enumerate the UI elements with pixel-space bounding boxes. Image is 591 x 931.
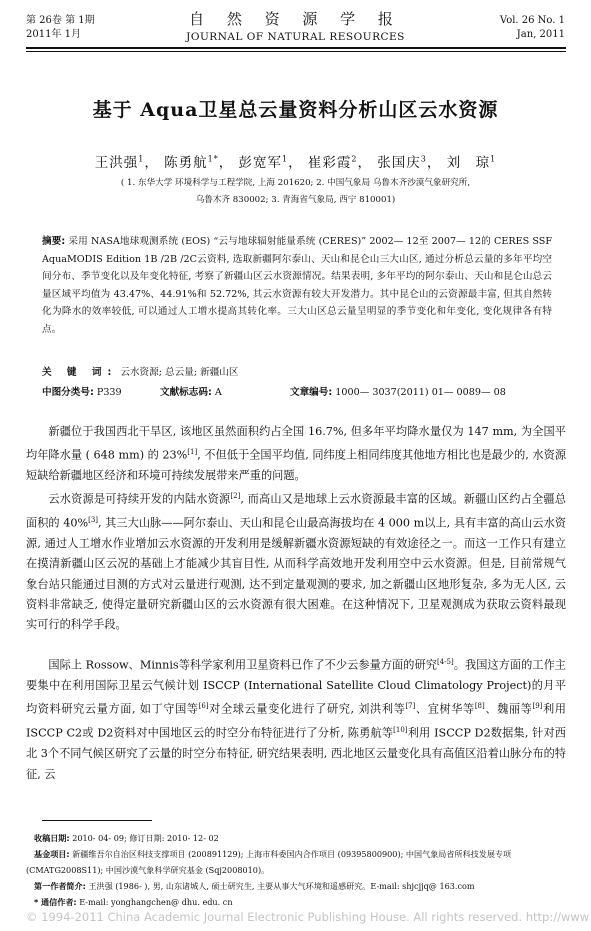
citation-ref: [6]	[198, 702, 209, 711]
footnote-first-author-text: 王洪强 (1986- ), 男, 山东诸城人, 硕士研究生, 主要从事大气环境和遥感研究。E-mail: shjcjjq@ 163.com	[88, 881, 475, 891]
body-text-run: 、宜树华等	[415, 703, 475, 717]
body-text-run: 、魏丽等	[484, 703, 533, 717]
body-text-run: 云水资源是可持续开发的内陆水资源	[48, 492, 231, 506]
footnote-received-label: 收稿日期:	[34, 833, 70, 843]
footnote-corresponding	[26, 894, 574, 910]
body-text-run: 国际上 Rossow、Minnis等科学家利用卫星资料已作了不少云参量方面的研究	[48, 658, 437, 672]
document-code-label: 文献标志码:	[160, 387, 212, 398]
author-affil-mark: 3	[420, 154, 427, 164]
body-text-run: 利用 ISCCP C2或 D2资料对中国地区云的时空分布特征进行了分析, 陈勇航等	[26, 703, 566, 741]
footnote-corresponding-text: E-mail: yonghangchen@ dhu. edu. cn	[79, 897, 233, 907]
body-text-run: , 其三大山脉——阿尔泰山、天山和昆仑山最高海拔均在 4 000 m以上, 具有丰富的高山云水资源, 通过人工增水作业增加云水资源的开发利用是缓解新疆水资源短缺的有效途径之一。而这一工作只有建立在摸清新疆山区云况的基础上才能减少其盲目性, 从而科学高效地开发利用空中云水资源。但是, 目前常规气象台站只能通过目测的方式对云量进行观测, 达不到定量观测的要求, 加之新疆山区地形复杂, 多为无人区, 云资料非常缺乏, 使得定量研究新疆山区的云水资源有很大困难。在这种情况下, 卫星观测成为获取云资料最现实可行的科学手段。	[26, 516, 566, 632]
body-text-run: 利用 ISCCP D2数据集, 针对西北 3个不同气候区研究了云量的时空分布特征, 研究结果表明, 西北地区云量变化具有高值区沿着山脉分布的特征, 云	[26, 727, 566, 781]
abstract-label: 摘要:	[42, 236, 66, 247]
author-affil-mark: 1	[138, 154, 145, 164]
footnote-first-author	[26, 878, 566, 894]
author-separator: ，	[144, 155, 159, 171]
copyright-watermark: © 1994-2011 China Academic Journal Electronic Publishing House. All rights reserved. http://www	[26, 910, 590, 924]
paper-title: 基于 Aqua卫星总云量资料分析山区云水资源	[92, 99, 499, 121]
citation-ref: [10]	[393, 726, 408, 735]
author-separator: ，	[426, 155, 442, 171]
keywords-text: 云水资源; 总云量; 新疆山区	[120, 367, 239, 378]
abstract-text: 采用 NASA地球观测系统 (EOS) “云与地球辐射能量系统 (CERES)” 2002— 12至 2007— 12的 CERES SSF AquaMODIS Edition 1B /2B /2C云资料, 选取新疆阿尔泰山、天山和昆仑山三大山区, 通过分析总云量的多年平均空间分布、季节变化以及年变化特征, 考察了新疆山区云水资源情况。结果表明, 多年平均的阿尔泰山、天山和昆仑山总云量区域平均值为 43.47%、44.91%和 52.72%, 其云水资源有较大开发潜力。其中昆仑山的云资源最丰富, 但其自然转化为降水的效率较低, 可以通过人工增水提高其转化率。三大山区总云量呈明显的季节变化和年变化, 变化规律各有特点。	[42, 236, 552, 335]
body-text-run: 对全球云量变化进行了研究, 刘洪利等	[208, 703, 406, 717]
affiliation-line: ( 1. 东华大学 环境科学与工程学院, 上海 201620; 2. 中国气象局 乌鲁木齐沙漠气象研究所,	[120, 178, 471, 188]
footnote-fund	[26, 846, 566, 878]
author-name: 王洪强	[94, 155, 139, 171]
citation-ref: [9]	[532, 702, 543, 711]
citation-ref: [7]	[405, 702, 416, 711]
abstract	[42, 233, 552, 338]
clc-value: P339	[96, 387, 122, 398]
header-volume-en: Vol. 26 No. 1	[499, 15, 565, 26]
header-rule-thick	[26, 47, 566, 49]
clc-label: 中图分类号:	[42, 387, 94, 398]
footnote-rule	[42, 820, 152, 821]
keywords	[42, 364, 238, 378]
footnote-fund-label: 基金项目:	[34, 849, 70, 859]
article-number	[290, 384, 506, 398]
author-name: 彭宽军	[238, 155, 282, 171]
body-text-run: 新疆位于我国西北干旱区, 该地区虽然面积约占全国 16.7%, 但多年平均降水量仅为 147 mm, 为全国平均年降水量 ( 648 mm) 的 23%	[26, 425, 566, 463]
author-affil-mark: 1*	[207, 154, 219, 164]
header-volume-date-en	[500, 14, 565, 42]
citation-ref: [8]	[474, 702, 485, 711]
footnote-received	[26, 830, 574, 846]
author-name: 张国庆	[377, 155, 421, 171]
author-separator: ，	[288, 155, 303, 171]
header-rule-thin	[26, 51, 566, 52]
author-list	[0, 151, 591, 171]
footnote-corresponding-label: * 通信作者:	[34, 897, 77, 907]
citation-ref: [1]	[187, 448, 198, 457]
body-paragraph-3	[26, 652, 566, 785]
body-text-run: , 而高山又是地球上云水资源最丰富的区域。新疆山区约占全疆总面积的 40%	[26, 492, 566, 530]
keywords-label: 关 键 词:	[42, 367, 118, 378]
header-volume-cn: 第 26卷 第 1期	[26, 15, 95, 26]
body-text-run: , 不但低于全国平均值, 同纬度上相同纬度其他地方相比也是最少的, 水资源短缺给新疆地区经济和环境可持续发展带来严重的问题。	[26, 449, 567, 483]
citation-ref: [2]	[230, 492, 241, 500]
author-name: 陈勇航	[164, 155, 208, 171]
document-code-value: A	[214, 387, 222, 398]
citation-ref: [4-5]	[436, 658, 454, 666]
author-separator: ，	[218, 155, 234, 171]
author-name: 刘 琼	[446, 155, 491, 171]
author-affil-mark: 2	[351, 154, 358, 164]
affiliation-line: 乌鲁木齐 830002; 3. 青海省气象局, 西宁 810001)	[195, 195, 396, 205]
journal-name-cn: 自 然 资 源 学 报	[189, 10, 402, 28]
citation-ref: [3]	[88, 516, 99, 525]
article-number-value: 1000— 3037(2011) 01— 0089— 08	[335, 387, 506, 398]
body-paragraph-2	[26, 486, 566, 636]
footnote-first-author-label: 第一作者简介:	[34, 881, 86, 891]
footnote-fund-text: 新疆维吾尔自治区科技支撑项目 (200891129); 上海市科委国内合作项目 (09395800900); 中国气象局省所科技发展专项 (CMATG2008S11); 中国沙漠气象科学研究基金 (Sqj2008010)。	[26, 849, 512, 875]
footnote-received-text: 2010- 04- 09; 修订日期: 2010- 12- 02	[72, 833, 219, 843]
author-name: 崔彩霞	[307, 155, 352, 171]
header-date-en: Jan, 2011	[516, 29, 565, 40]
document-code	[160, 384, 222, 398]
clc-number	[42, 384, 122, 398]
author-separator: ，	[357, 155, 372, 171]
author-affil-mark: 1	[282, 154, 289, 164]
body-paragraph-1	[26, 422, 566, 487]
header-date-cn: 2011年 1月	[26, 29, 81, 40]
author-affil-mark: 1	[490, 154, 497, 164]
article-number-label: 文章编号:	[290, 387, 333, 398]
journal-name-en: JOURNAL OF NATURAL RESOURCES	[186, 31, 405, 43]
body-text-run: 。我国这方面的工作主要集中在利用国际卫星云气候计划 ISCCP (International Satellite Cloud Climatology Project)的月平均资料研究云量方面, 如丁守国等	[26, 658, 566, 717]
